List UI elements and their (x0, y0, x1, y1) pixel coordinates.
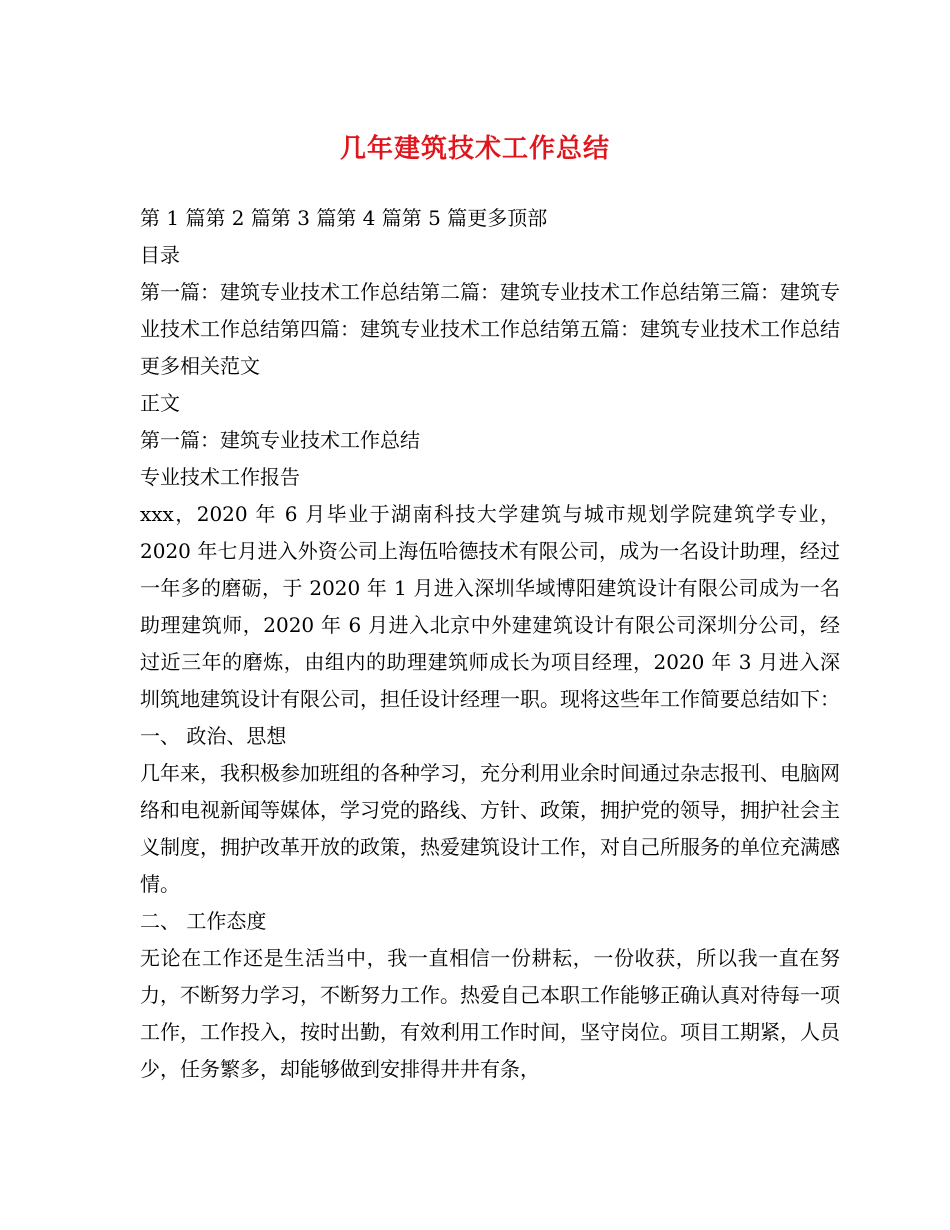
toc-items: 第一篇：建筑专业技术工作总结第二篇：建筑专业技术工作总结第三篇：建筑专业技术工作总结第四篇：建筑专业技术工作总结第五篇：建筑专业技术工作总结更多相关范文 (140, 280, 840, 378)
section-two-heading: 二、 工作态度 (140, 909, 267, 933)
report-heading: 专业技术工作报告 (140, 465, 300, 489)
section-one-paragraph: 几年来，我积极参加班组的各种学习，充分利用业余时间通过杂志报刊、电脑网络和电视新闻等媒体，学习党的路线、方针、政策，拥护党的领导，拥护社会主义制度，拥护改革开放的政策，热爱建筑设计工作，对自己所服务的单位充满感情。 (140, 761, 840, 896)
section-two-paragraph: 无论在工作还是生活当中，我一直相信一份耕耘，一份收获，所以我一直在努力，不断努力学习，不断努力工作。热爱自己本职工作能够正确认真对待每一项工作，工作投入，按时出勤，有效利用工作时间，坚守岗位。项目工期紧，人员少，任务繁多，却能够做到安排得井井有条， (140, 946, 840, 1081)
body-heading: 正文 (140, 391, 180, 415)
part-one-heading: 第一篇：建筑专业技术工作总结 (140, 428, 420, 452)
chapter-nav: 第 1 篇第 2 篇第 3 篇第 4 篇第 5 篇更多顶部 (140, 206, 548, 230)
toc-heading: 目录 (140, 243, 180, 267)
document-body (140, 200, 840, 1088)
section-one-heading: 一、 政治、思想 (140, 724, 287, 748)
intro-paragraph: xxx，2020 年 6 月毕业于湖南科技大学建筑与城市规划学院建筑学专业，2020 年七月进入外资公司上海伍哈德技术有限公司，成为一名设计助理，经过一年多的磨砺，于 2020 年 1 月进入深圳华域博阳建筑设计有限公司成为一名助理建筑师，2020 年 6 月进入北京中外建建筑设计有限公司深圳分公司，经过近三年的磨炼，由组内的助理建筑师成长为项目经理，2020 年 3 月进入深圳筑地建筑设计有限公司，担任设计经理一职。现将这些年工作简要总结如下： (140, 502, 840, 711)
document-title: 几年建筑技术工作总结 (339, 134, 610, 164)
